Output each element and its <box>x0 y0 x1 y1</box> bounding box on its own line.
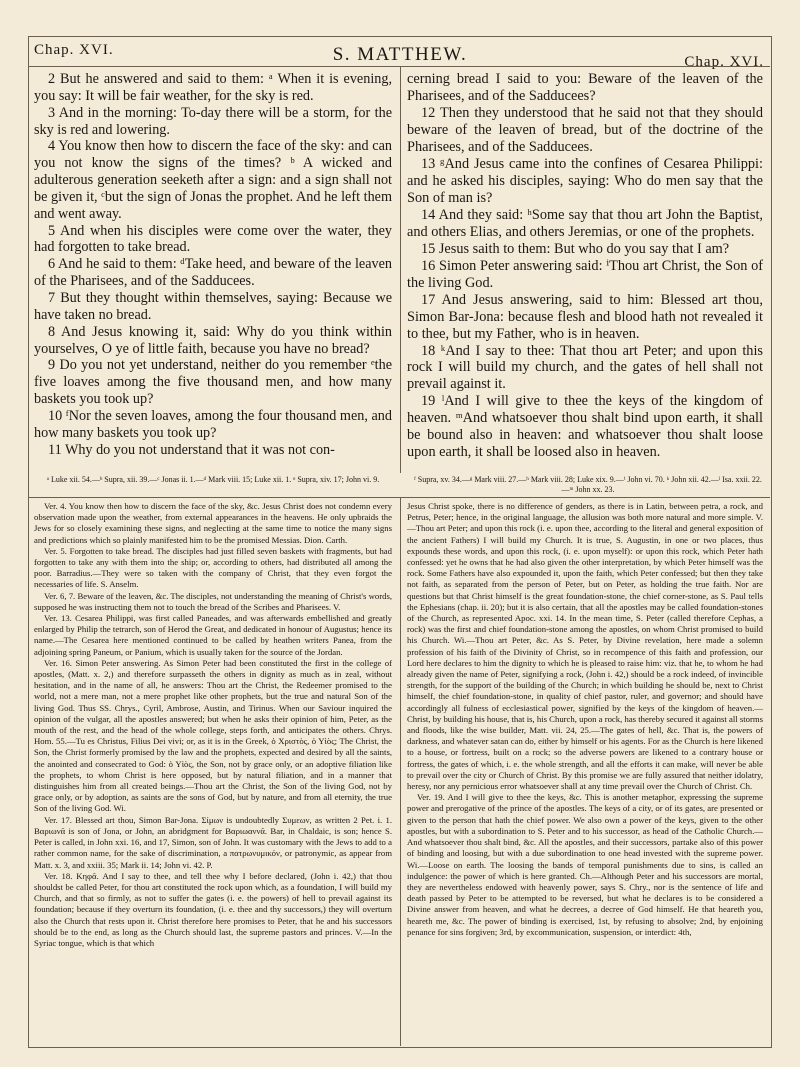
verse: 19 ˡAnd I will give to thee the keys of the kingdom of heaven. ᵐAnd whatsoever thou shalt bind upon earth, it shall be bound also in heaven: and whatsoever thou shalt loose upon earth, it shall be loosed also in heaven. <box>407 393 763 461</box>
verse: 8 And Jesus knowing it, said: Why do you think within yourselves, O ye of little faith, because you have no bread? <box>34 323 392 357</box>
verse: 2 But he answered and said to them: ᵃ When it is evening, you say: It will be fair weather, for the sky is red. <box>34 71 392 104</box>
chapter-label-right: Chap. XVI. <box>684 54 764 70</box>
commentary-left <box>34 501 392 1043</box>
verse-column-right <box>407 71 763 461</box>
verse: 15 Jesus saith to them: But who do you say that I am? <box>421 240 730 257</box>
commentary-paragraph: Ver. 6, 7. Beware of the leaven, &c. The disciples, not understanding the meaning of Christ's words, supposed he was instructing them not to touch the bread of the Scribes and Pharisees. V. <box>34 590 392 612</box>
verse: 14 And they said: ʰSome say that thou art John the Baptist, and others Elias, and others Jeremias, or one of the prophets. <box>407 206 763 240</box>
verse: 12 Then they understood that he said not that they should beware of the leaven of bread, but of the doctrine of the Pharisees, and of the Sadducees. <box>407 104 763 155</box>
commentary-paragraph: Jesus Christ spoke, there is no difference of genders, as there is in Latin, between petra, a rock, and Petrus, Peter; hence, in the original language, the allusion was both more natural and more simple. V.—Thou art Peter; and upon this rock (i. e. upon thee, according to the literal and general exposition of the ancient Fathers) I will build my Church. It is true, S. Augustin, in one or two places, thus expounds these words, and upon this rock, (i. e. upon myself): or upon this rock, which Peter hath confessed: yet he owns that he had also given the other interpretation, by which Peter himself was the rock. Some Fathers have also expounded it, upon the faith, which Peter confessed; but then they take not faith, as separated from the person of Peter, but on Peter, as holding the true faith. Nor are questions but that Christ himself is the great foundation-stone, the chief corner-stone, as S. Paul tells the Ephesians (chap. ii. 20); but it is also certain, that all the apostles may be called foundation-stones of the Church, as represented Apoc. xxi. 14. In the mean time, S. Peter (called therefore Cephas, a rock) was the first and chief foundation-stone among the apostles, on whom Christ promised to build his Church. Wi.—Thou art Peter, &c. As S. Peter, by Divine revelation, here made a solemn profession of his faith of the Divinity of Christ, so in recompence of this faith and profession, our Lord here declares to him the dignity to which he is pleased to raise him: viz. that he, to whom he had already given the name of Peter, signifying a rock, (John i. 42,) should be a rock indeed, of invincible strength, for the support of the building of the Church; in which building he should be, next to Christ himself, the chief foundation-stone, in quality of chief pastor, ruler, and governor; and should have accordingly all fulness of ecclesiastical power, signified by the keys of the kingdom of heaven.—Christ, by building his house, that is, his Church, upon a rock, has thereby secured it against all storms and floods, like the wise builder, Matt. vii. 24, 25.—The gates of hell, &c. That is, the powers of darkness, and whatever satan can do, either by himself or his agents. For as the Church is here likened to a house, or fortress, built on a rock; so the adverse powers are likened to a contrary house or fortress, the gates of which, i. e. the whole strength, and all the efforts it can make, will never be able to prevail over the city or Church of Christ. By this promise we are fully assured that neither idolatry, heresy, nor any pernicious error whatsoever shall at any time prevail over the Church of Christ. Ch. <box>407 501 763 792</box>
verse: 17 And Jesus answering, said to him: Blessed art thou, Simon Bar-Jona: because flesh and blood hath not revealed it to thee, but my Father, who is in heaven. <box>407 291 763 342</box>
verse: 7 But they thought within themselves, saying: Because we have taken no bread. <box>34 289 392 323</box>
verse: 3 And in the morning: To-day there will be a storm, for the sky is red and lowering. <box>34 104 392 138</box>
verse: 5 And when his disciples were come over the water, they had forgotten to take bread. <box>34 222 392 256</box>
chapter-label-left: Chap. XVI. <box>34 42 114 58</box>
verse: 4 You know then how to discern the face of the sky: and can you not know the signs of the times? ᵇ A wicked and adulterous generation seeketh after a sign: and a sign shall not be given it, ᶜbut the sign of Jonas the prophet. And he left them and went away. <box>34 138 392 222</box>
commentary-paragraph: Ver. 4. You know then how to discern the face of the sky, &c. Jesus Christ does not condemn every observation made upon the weather, from external appearances in the heavens. He only upbraids the Jews for so closely examining these signs, and neglecting at the same time to notice the many signs and predictions which so plainly manifested him to be the promised Messias. Dion. Carth. <box>34 501 392 545</box>
verse-column-left <box>34 71 392 457</box>
verse-column-divider <box>400 66 401 473</box>
book-title: S. MATTHEW. <box>332 44 468 65</box>
footnotes-right: ᶠ Supra, xv. 34.—ᵍ Mark viii. 27.—ʰ Mark viii. 28; Luke xix. 9.—ⁱ John vi. 70. ᵏ John xii. 42.—ˡ Isa. xxii. 22.—ᵐ John xx. 23. <box>414 475 762 494</box>
commentary-paragraph: Ver. 18. Κηφᾶ. And I say to thee, and tell thee why I before declared, (John i. 42,) that thou shouldst be called Peter, for thou art constituted the rock upon which, as a foundation, I will build my Church, and that so firmly, as not to suffer the gates (i. e. the powers) of hell to prevail against its foundation; because if they overturn its foundation, (i. e. thee and thy successors,) they will overturn also the Church that rests upon it. Christ therefore here promises to Peter, that he and his successors should be to the end, as long as the Church should last, the supreme pastors and princes. V.—In the Syriac tongue, which is that which <box>34 870 392 948</box>
verse: 6 And he said to them: ᵈTake heed, and beware of the leaven of the Pharisees, and of the Sadducees. <box>34 256 392 290</box>
verse: 11 Why do you not understand that it was not con- <box>48 441 335 457</box>
footnotes-left: ᵃ Luke xii. 54.—ᵇ Supra, xii. 39.—ᶜ Jonas ii. 1.—ᵈ Mark viii. 15; Luke xii. 1. ᵉ Supra, xiv. 17; John vi. 9. <box>46 475 380 484</box>
commentary-right <box>407 501 763 1043</box>
verse: cerning bread I said to you: Beware of the leaven of the Pharisees, and of the Sadducees? <box>407 71 763 104</box>
verse: 16 Simon Peter answering said: ⁱThou art Christ, the Son of the living God. <box>407 257 763 291</box>
verse: 9 Do you not yet understand, neither do you remember ᵉthe five loaves among the five thousand men, and how many baskets you took up? <box>34 357 392 408</box>
verse: 10 ᶠNor the seven loaves, among the four thousand men, and how many baskets you took up? <box>34 407 392 441</box>
commentary-paragraph: Ver. 17. Blessed art thou, Simon Bar-Jona. Σίμων is undoubtedly Συμεων, as written 2 Pet. i. 1. Βαριωνᾶ is son of Jona, or John, an abridgment for Βαριωαννᾶ. Bar, in Chaldaic, is son; hence S. Peter is called, in John xxi. 16, and 17, Simon, son of John. It was customary with the Jews to add to a rather common name, for the sake of discrimination, a πατρωνυμικόν, or patronymic, as appear from Matt. x. 3, and xxiii. 35; Mark ii. 14; John vi. 42. P. <box>34 814 392 870</box>
verse: 18 ᵏAnd I say to thee: That thou art Peter; and upon this rock I will build my church, and the gates of hell shall not prevail against it. <box>407 342 763 393</box>
commentary-rule <box>28 497 770 498</box>
header-rule <box>28 66 770 67</box>
commentary-paragraph: Ver. 19. And I will give to thee the keys, &c. This is another metaphor, expressing the supreme power and prerogative of the prince of the apostles. The keys of a city, or of its gates, are presented or given to the person that hath the chief power. We also own a power of the keys, given to the other apostles, but with a subordination to S. Peter and to his successor, as head of the Catholic Church.—And whatsoever thou shalt bind, &c. All the apostles, and their successors, partake also of this power of binding and loosing, but with a due subordination to one head invested with the supreme power. Wi.—Loose on earth. The loosing the bands of temporal punishments due to sins, is called an indulgence: the power of which is here granted. Ch.—Although Peter and his successors are mortal, they are nevertheless endowed with heavenly power, says S. Chry., nor is the sentence of life and death passed by Peter to be attempted to be reversed, but what he declares is to be considered a Divine answer from heaven, and what he decrees, a decree of God himself. He that heareth you, heareth me, &c. The power of binding is exercised, 1st, by refusing to absolve; 2nd, by enjoining penance for sins forgiven; 3rd, by excommunication, suspension, or interdict: 4th, <box>407 792 763 937</box>
commentary-paragraph: Ver. 5. Forgotten to take bread. The disciples had just filled seven baskets with fragments, but had forgotten to take any with them into the ship; or, according to others, had distributed all among the poor. Barradius.—They were so taken with the company of Christ, that they even forgot the necessaries of life. S. Anselm. <box>34 545 392 590</box>
commentary-paragraph: Ver. 13. Cesarea Philippi, was first called Paneades, and was afterwards embellished and greatly enlarged by Philip the tetrarch, son of Herod the Great, and dedicated in honour of Augustus; hence its name.—The Cesarea here mentioned continued to be called by heathen writers Panea, from the adjoining spring Paneum, or Panium, which is usually taken for the source of the Jordan. <box>34 613 392 657</box>
verse: 13 ᵍAnd Jesus came into the confines of Cesarea Philippi: and he asked his disciples, saying: Who do men say that the Son of man is? <box>407 155 763 206</box>
commentary-column-divider <box>400 497 401 1046</box>
commentary-paragraph: Ver. 16. Simon Peter answering. As Simon Peter had been constituted the first in the college of apostles, (Matt. x. 2,) and therefore surpasseth the others in dignity as much as in zeal, without hesitation, and in the name of all, he answers: Thou art the Christ, the Redeemer promised to the world, not a mere man, not a mere prophet like other prophets, but the true and natural Son of the living God. Thus SS. Chrys., Cyril, Ambrose, Austin, and Tirinus. When our Saviour inquired the opinion of the vulgar, all the apostles answered; but when he asks their opinion of him, Peter, as the mouth of the rest, and the head of the whole college, steps forth, and anticipates the others. Chrys. Hom. 55.—Tu es Christus, Filius Dei vivi; or, as it is in the Greek, ὁ Χριστὸς, ὁ Υἱὸς; The Christ, the Son, the Christ formerly promised by the law and the prophets, expected and desired by all the saints, the anointed and consecrated to God: ὁ Υἱὸς, the Son, not by grace only, or an adoptive filiation like the prophets, to whom Christ is here opposed, but by natural filiation, and in a manner that distinguishes him from all created beings.—Thou art the Christ, the Son of the living God, not by grace only, or by adoption, as saints are the sons of God, but by nature, and from all eternity, the true Son of the living God. Wi. <box>34 657 392 814</box>
